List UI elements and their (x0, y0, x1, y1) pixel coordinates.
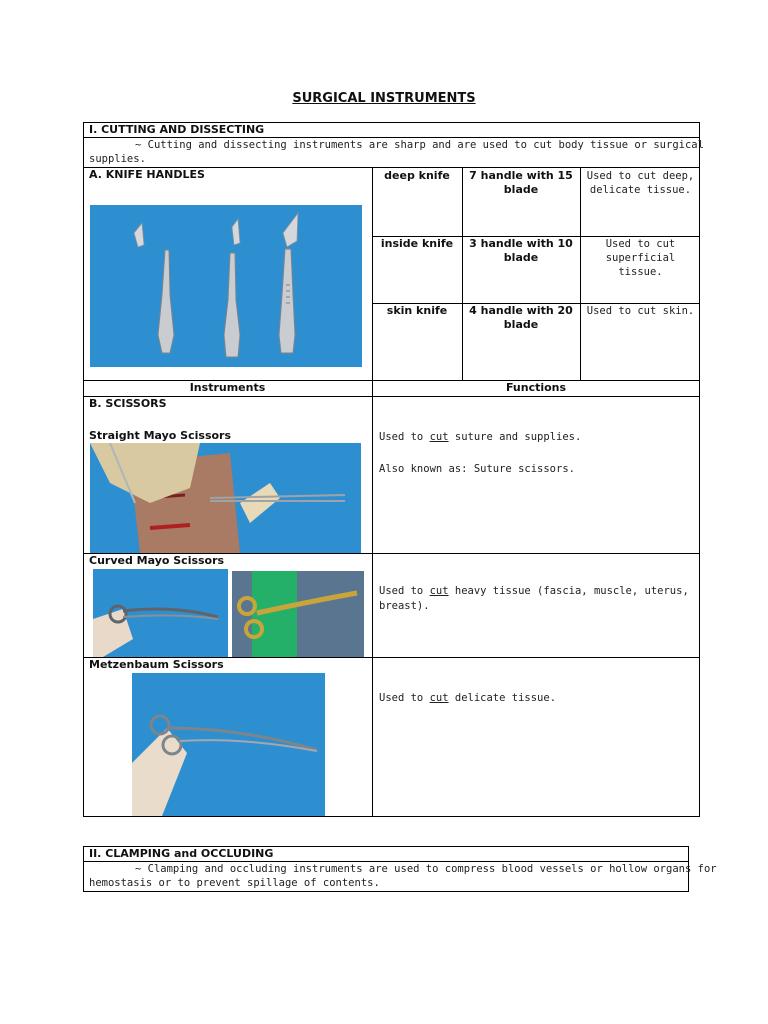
curved-mayo-use: Used to cut heavy tissue (fascia, muscle, uterus, (379, 585, 689, 597)
knife-row-1-name: deep knife (384, 169, 450, 182)
curved-mayo-photo-2 (232, 571, 364, 657)
knife-row-1-handle: 7 handle with 15 blade (469, 169, 573, 196)
straight-mayo-aka: Also known as: Suture scissors. (379, 463, 575, 475)
knife-handles-heading: A. KNIFE HANDLES (89, 168, 205, 181)
knife-row-3-handle: 4 handle with 20 blade (469, 304, 573, 331)
knife-row-1-use: Used to cut deep, delicate tissue. (586, 170, 695, 196)
knife-row-2-handle: 3 handle with 10 blade (469, 237, 573, 264)
knife-row-2-name: inside knife (380, 237, 454, 250)
scissors-heading: B. SCISSORS (89, 397, 167, 410)
section-clamping-heading: II. CLAMPING and OCCLUDING (89, 847, 274, 860)
straight-mayo-photo (90, 443, 361, 553)
metzenbaum-photo (132, 673, 325, 816)
knife-row-3-name: skin knife (386, 304, 448, 317)
section-cutting-desc-2: supplies. (89, 153, 146, 165)
page-title: SURGICAL INSTRUMENTS (292, 91, 476, 106)
column-functions: Functions (505, 381, 567, 394)
curved-mayo-photo-1 (93, 569, 228, 657)
knife-row-2-use: Used to cut superficial tissue. (605, 238, 676, 278)
knife-handles-photo (90, 205, 362, 367)
section-cutting-desc-1: ~ Cutting and dissecting instruments are sharp and are used to cut body tissue or surgical (135, 139, 704, 151)
straight-mayo-use: Used to cut suture and supplies. (379, 431, 582, 443)
knife-row-3-use: Used to cut skin. (586, 305, 695, 317)
metzenbaum-name: Metzenbaum Scissors (89, 658, 224, 671)
column-instruments: Instruments (189, 381, 266, 394)
metzenbaum-use: Used to cut delicate tissue. (379, 692, 557, 704)
section-clamping-desc-2: hemostasis or to prevent spillage of contents. (89, 877, 380, 889)
section-clamping-desc-1: ~ Clamping and occluding instruments are used to compress blood vessels or hollow organs for (135, 863, 717, 875)
curved-mayo-use-2: breast). (379, 600, 430, 612)
section-cutting-heading: I. CUTTING AND DISSECTING (89, 123, 265, 136)
curved-mayo-name: Curved Mayo Scissors (89, 554, 225, 567)
straight-mayo-name: Straight Mayo Scissors (89, 429, 232, 442)
